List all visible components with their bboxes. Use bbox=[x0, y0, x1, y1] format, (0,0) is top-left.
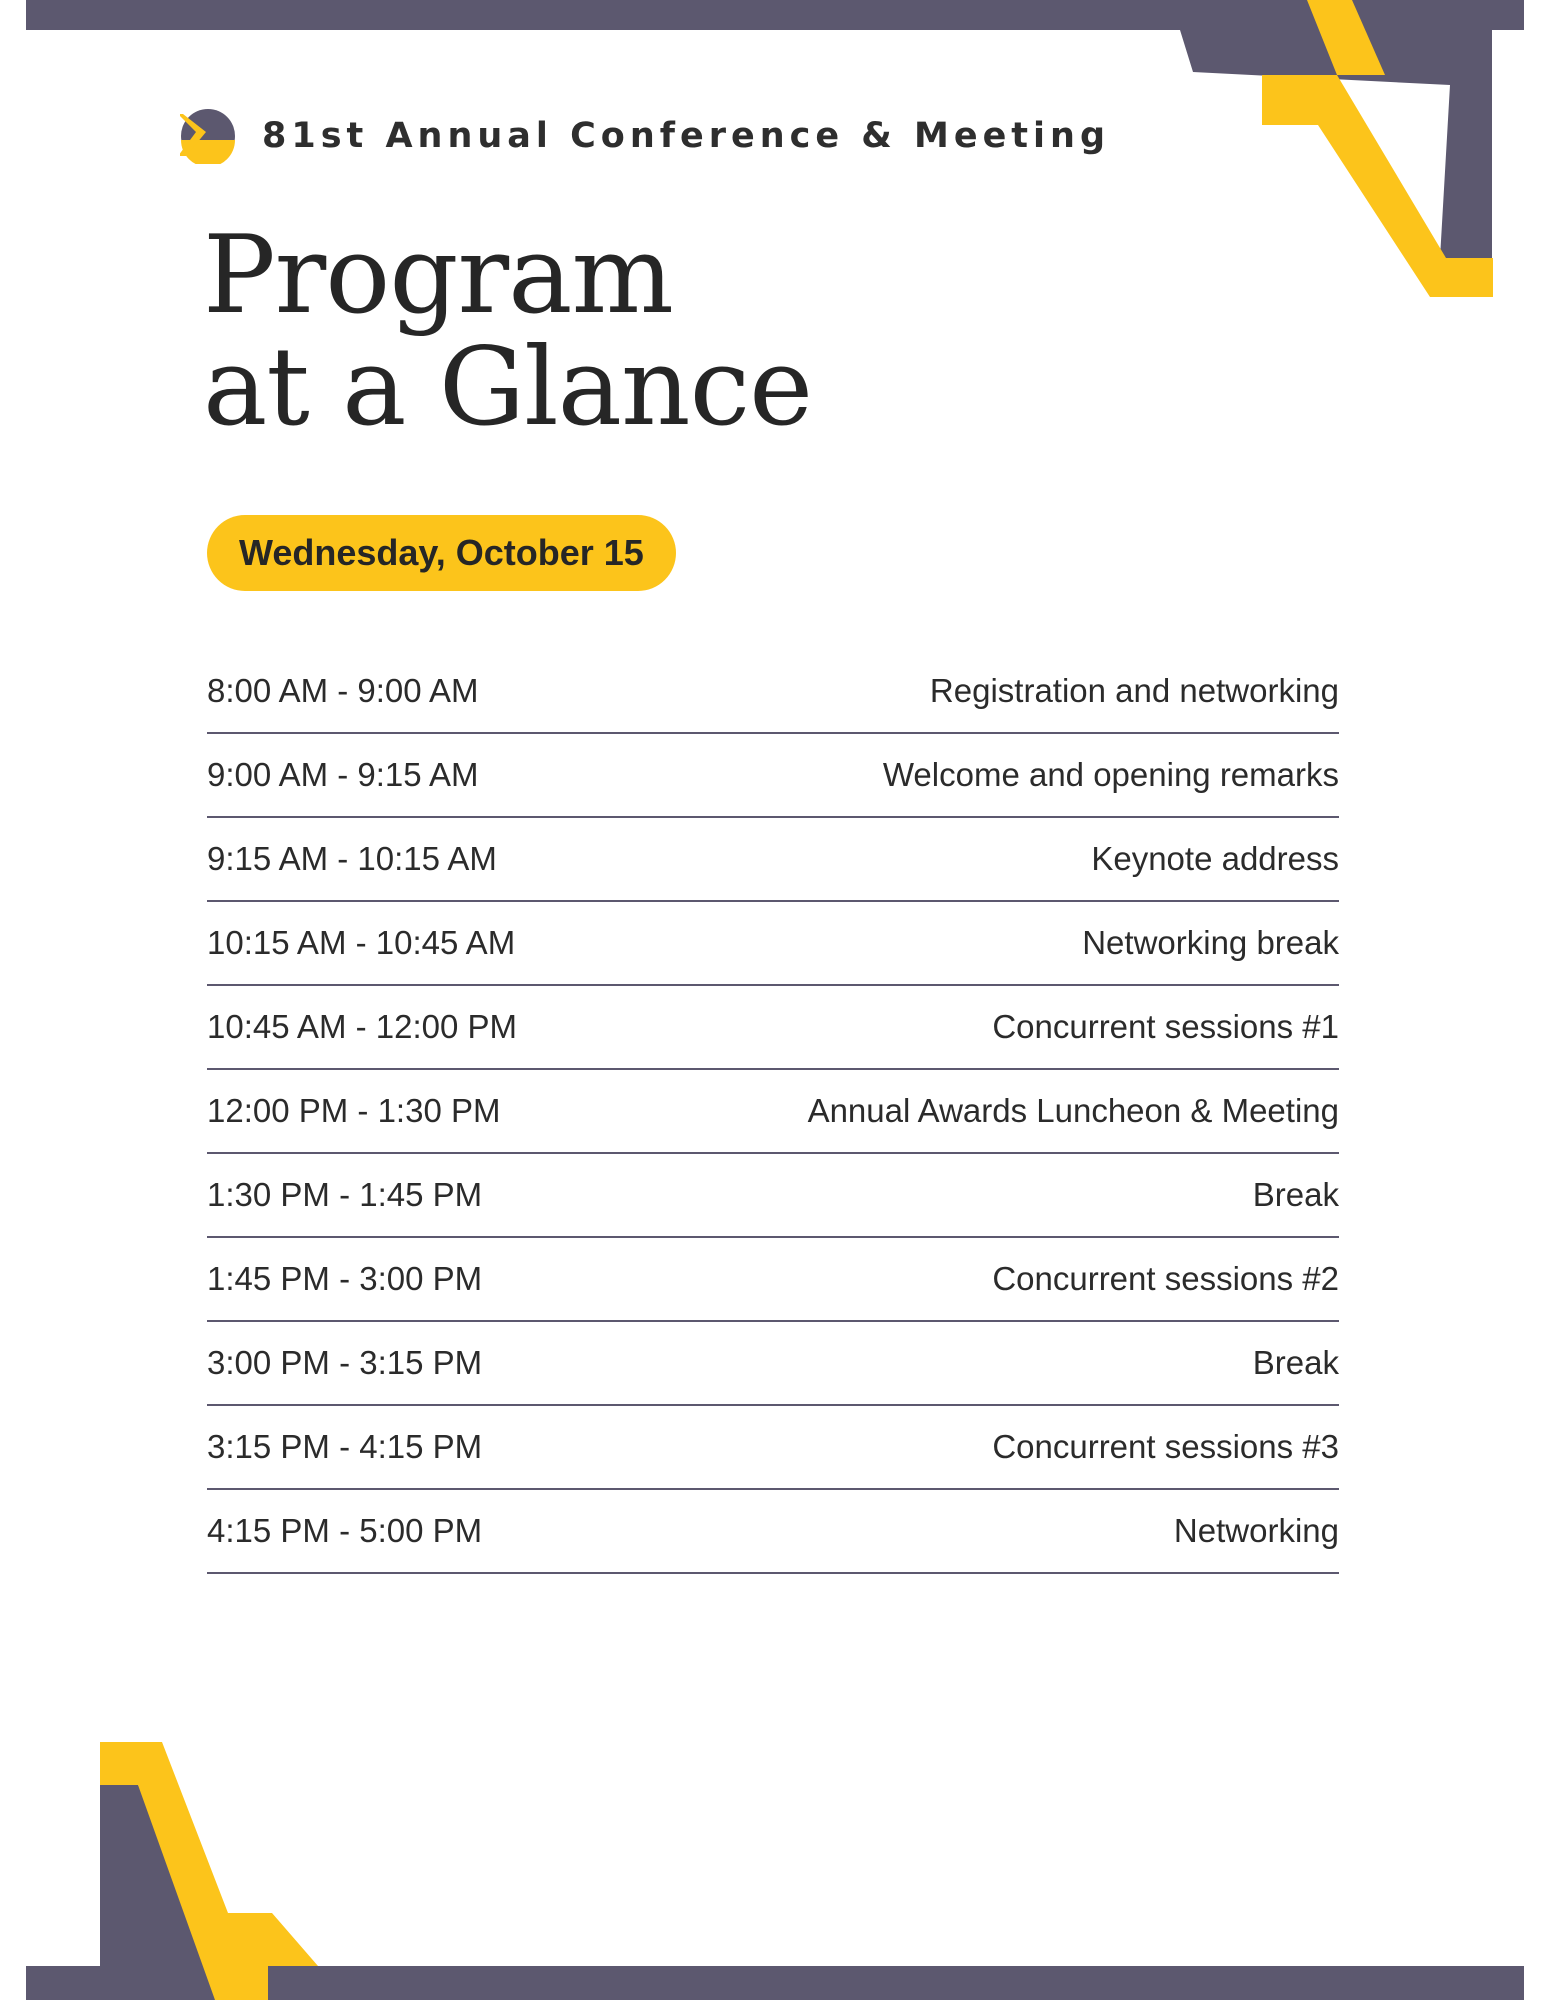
header bbox=[180, 108, 1110, 164]
schedule-row bbox=[207, 734, 1339, 818]
schedule-row bbox=[207, 1406, 1339, 1490]
time-slot: 8:00 AM - 9:00 AM bbox=[207, 672, 479, 709]
title-line-1: Program bbox=[203, 213, 673, 338]
schedule-row bbox=[207, 902, 1339, 986]
event-name: Annual Awards Luncheon & Meeting bbox=[807, 1092, 1339, 1129]
event-name: Keynote address bbox=[1091, 840, 1339, 877]
time-slot: 1:45 PM - 3:00 PM bbox=[207, 1260, 483, 1297]
time-slot: 10:45 AM - 12:00 PM bbox=[207, 1008, 518, 1045]
time-slot: 3:00 PM - 3:15 PM bbox=[207, 1344, 483, 1381]
event-name: Networking break bbox=[1082, 924, 1339, 961]
schedule-table bbox=[207, 650, 1339, 1574]
conference-name: 81st Annual Conference & Meeting bbox=[262, 116, 1111, 156]
schedule-row bbox=[207, 818, 1339, 902]
event-name: Networking bbox=[1173, 1512, 1339, 1549]
top-border-bar bbox=[26, 0, 1524, 30]
schedule-row bbox=[207, 1154, 1339, 1238]
chevron-circle-logo-icon bbox=[180, 108, 236, 164]
schedule-row bbox=[207, 1490, 1339, 1574]
schedule-row bbox=[207, 1070, 1339, 1154]
time-slot: 12:00 PM - 1:30 PM bbox=[207, 1092, 501, 1129]
schedule-row bbox=[207, 650, 1339, 734]
time-slot: 9:00 AM - 9:15 AM bbox=[207, 756, 479, 793]
event-name: Concurrent sessions #2 bbox=[992, 1260, 1339, 1297]
event-name: Concurrent sessions #1 bbox=[992, 1008, 1339, 1045]
event-name: Break bbox=[1252, 1344, 1339, 1381]
time-slot: 10:15 AM - 10:45 AM bbox=[207, 924, 516, 961]
event-name: Concurrent sessions #3 bbox=[992, 1428, 1339, 1465]
date-badge: Wednesday, October 15 bbox=[207, 515, 676, 591]
time-slot: 4:15 PM - 5:00 PM bbox=[207, 1512, 483, 1549]
schedule-row bbox=[207, 986, 1339, 1070]
event-name: Break bbox=[1252, 1176, 1339, 1213]
event-name: Registration and networking bbox=[929, 672, 1339, 709]
time-slot: 9:15 AM - 10:15 AM bbox=[207, 840, 497, 877]
time-slot: 1:30 PM - 1:45 PM bbox=[207, 1176, 483, 1213]
title-line-2: at a Glance bbox=[203, 325, 812, 450]
time-slot: 3:15 PM - 4:15 PM bbox=[207, 1428, 483, 1465]
schedule-row bbox=[207, 1322, 1339, 1406]
event-name: Welcome and opening remarks bbox=[882, 756, 1339, 793]
schedule-row bbox=[207, 1238, 1339, 1322]
page-title bbox=[203, 213, 812, 450]
